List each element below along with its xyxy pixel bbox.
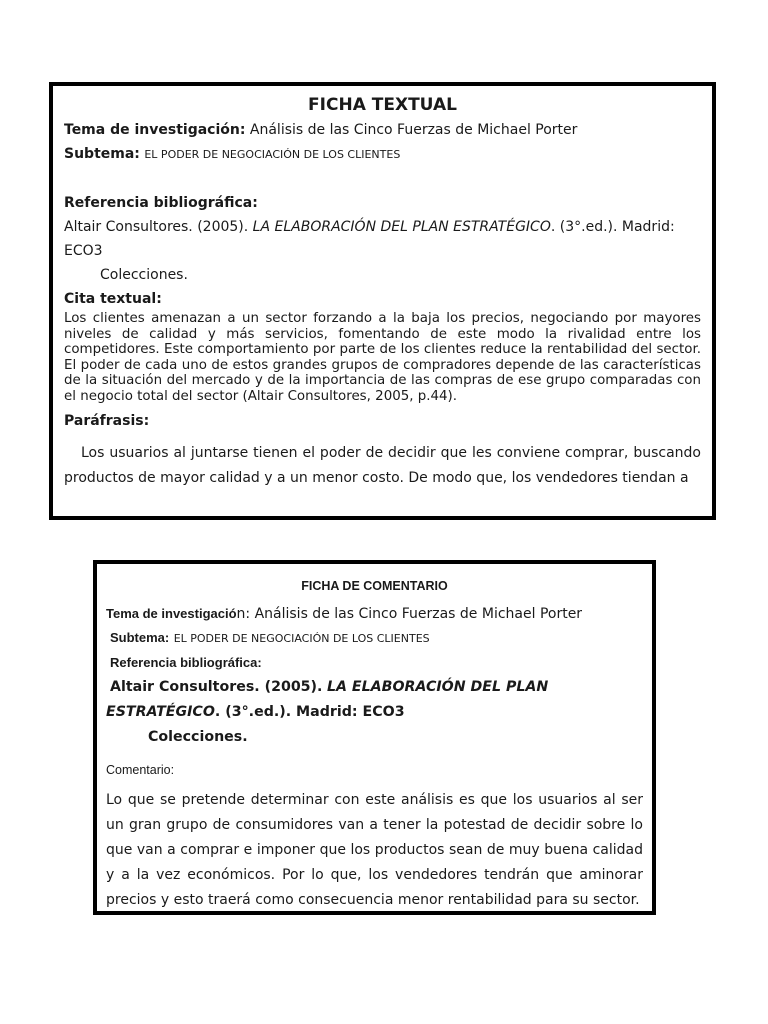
ficha-textual-card: [49, 82, 716, 520]
cita-text: Los clientes amenazan a un sector forzando a la baja los precios, negociando por mayores niveles de calidad y más servicios, fomentando de este modo la rivalidad entre los competidores. Este comportamiento por parte de los clientes reduce la rentabilidad del sector. El poder de cada uno de estos grandes grupos de compradores depende de las características de la situación del mercado y de la importancia de las compras de ese grupo comparadas con el negocio total del sector (Altair Consultores, 2005, p.44).: [64, 311, 701, 404]
tema-row: [64, 118, 701, 142]
ref-title-1: LA ELABORACIÓN DEL PLAN: [326, 679, 549, 695]
tema-value: n: Análisis de las Cinco Fuerzas de Michael Porter: [236, 606, 583, 622]
tema-row: [106, 602, 643, 626]
reference-line-3: Colecciones.: [100, 267, 188, 283]
subtema-label: Subtema:: [64, 146, 140, 162]
parafrasis-text: Los usuarios al juntarse tienen el poder de decidir que les conviene comprar, buscando productos de mayor calidad y a un menor costo. De modo que, los vendedores tiendan a: [64, 444, 701, 486]
subtema-row: [64, 142, 701, 167]
referencia-label: Referencia bibliográfica:: [110, 655, 262, 670]
tema-label: Tema de investigación:: [64, 122, 246, 138]
ref-rest: . (3°.ed.). Madrid:: [550, 219, 675, 235]
ficha-comentario-card: [93, 560, 656, 915]
ref-title-2: ESTRATÉGICO: [106, 704, 215, 720]
reference-line-2: [106, 700, 643, 725]
ref-author: Altair Consultores. (2005).: [64, 219, 249, 235]
reference-line-1: [64, 215, 701, 239]
subtema-label: Subtema:: [110, 630, 170, 645]
tema-value: Análisis de las Cinco Fuerzas de Michael Porter: [249, 122, 578, 138]
reference-line-2: ECO3: [64, 243, 103, 259]
referencia-label: Referencia bibliográfica:: [64, 195, 258, 211]
subtema-value: EL PODER DE NEGOCIACIÓN DE LOS CLIENTES: [173, 632, 430, 645]
cita-label: Cita textual:: [64, 291, 162, 307]
subtema-value: EL PODER DE NEGOCIACIÓN DE LOS CLIENTES: [144, 148, 401, 161]
ref-title: LA ELABORACIÓN DEL PLAN ESTRATÉGICO: [252, 219, 551, 235]
comentario-text: Lo que se pretende determinar con este análisis es que los usuarios al ser un gran grupo de consumidores van a tener la potestad de decidir sobre lo que van a comprar e imponer que los productos sean de muy buena calidad y a la vez económicos. Por lo que, los vendedores tendrán que aminorar precios y esto traerá como consecuencia menor rentabilidad para su sector.: [106, 792, 643, 908]
tema-label: Tema de investigació: [106, 606, 237, 621]
comentario-label: Comentario:: [106, 763, 175, 777]
ref-author: Altair Consultores. (2005).: [110, 679, 323, 695]
reference-line-1: [106, 675, 643, 700]
ref-line3: Colecciones.: [148, 729, 248, 745]
ref-rest: . (3°.ed.). Madrid: ECO3: [214, 704, 405, 720]
ficha-comentario-title: FICHA DE COMENTARIO: [301, 579, 448, 593]
reference-line-3: [106, 725, 643, 750]
ficha-textual-title: FICHA TEXTUAL: [308, 95, 457, 115]
subtema-row: [106, 626, 643, 651]
spacer: [64, 167, 701, 191]
parafrasis-label: Paráfrasis:: [64, 412, 150, 429]
